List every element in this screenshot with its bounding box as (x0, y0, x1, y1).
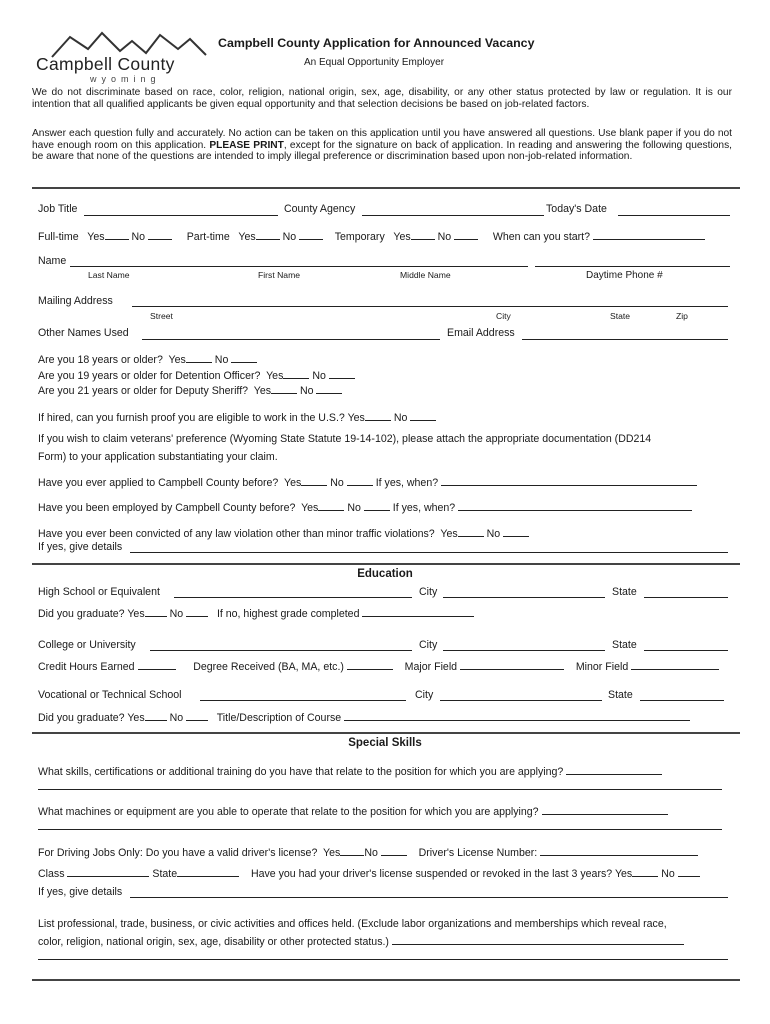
last-name-caption: Last Name (88, 270, 130, 280)
divider (32, 187, 740, 189)
applied-no-field[interactable] (347, 475, 373, 486)
convicted-no-field[interactable] (503, 526, 529, 537)
age-18-yes-field[interactable] (186, 352, 212, 363)
other-names-field[interactable] (142, 339, 440, 340)
logo-name: Campbell County (36, 54, 175, 74)
course-title-field[interactable] (344, 710, 690, 721)
intro-paragraph-2: Answer each question fully and accurately. No action can be taken on this application until you have answered all questions. Use blank paper if you do not have enough room on this application. PLEASE PRINT, except for the signature on back of application. In reading and answering the following questions, be aware that none of the questions are intended to imply illegal preference or discrimination based upon non-job-related information. (32, 128, 732, 163)
hs-graduate-question: Did you graduate? Yes No If no, highest grade completed (38, 606, 474, 620)
applied-question: Have you ever applied to Campbell County before? Yes No If yes, when? (38, 475, 697, 489)
vocational-label: Vocational or Technical School (38, 689, 182, 701)
start-date-field[interactable] (593, 229, 705, 240)
college-state-field[interactable] (644, 650, 728, 651)
driving-question: For Driving Jobs Only: Do you have a valid driver's license? Yes No Driver's License Number: (38, 845, 698, 859)
applied-yes-field[interactable] (301, 475, 327, 486)
activities-line-1: List professional, trade, business, or civic activities and offices held. (Exclude labor organizations and memberships which reveal race, (38, 918, 667, 930)
high-school-state-label: State (612, 586, 637, 598)
employed-when-field[interactable] (458, 500, 692, 511)
suspended-details-field[interactable] (130, 897, 728, 898)
voc-graduate-yes-field[interactable] (145, 710, 167, 721)
age-18-question: Are you 18 years or older? Yes No (38, 352, 257, 366)
high-school-city-field[interactable] (443, 597, 605, 598)
voc-graduate-no-field[interactable] (186, 710, 208, 721)
temporary-yes-field[interactable] (411, 229, 435, 240)
fulltime-no-field[interactable] (148, 229, 172, 240)
vocational-field[interactable] (200, 700, 406, 701)
vocational-state-label: State (608, 689, 633, 701)
machines-question: What machines or equipment are you able to operate that relate to the position for which you are applying? (38, 804, 668, 818)
highest-grade-field[interactable] (362, 606, 474, 617)
employed-yes-field[interactable] (318, 500, 344, 511)
email-field[interactable] (522, 339, 728, 340)
age-21-no-field[interactable] (316, 383, 342, 394)
hs-graduate-no-field[interactable] (186, 606, 208, 617)
suspended-details-label: If yes, give details (38, 886, 123, 898)
employed-no-field[interactable] (364, 500, 390, 511)
license-number-field[interactable] (540, 845, 698, 856)
divider (32, 979, 740, 981)
veterans-line-1: If you wish to claim veterans' preference (Wyoming State Statute 19-14-102), please attach the appropriate documentation (DD214 (38, 433, 652, 445)
middle-name-caption: Middle Name (400, 270, 451, 280)
zip-caption: Zip (676, 311, 688, 321)
age-21-yes-field[interactable] (271, 383, 297, 394)
machines-answer-field[interactable] (542, 804, 668, 815)
city-caption: City (496, 311, 511, 321)
activities-line-2: color, religion, national origin, sex, age, disability or other protected status.) (38, 934, 684, 948)
minor-field[interactable] (631, 659, 719, 670)
intro-paragraph-1: We do not discriminate based on race, color, religion, national origin, sex, age, disability, or any other status protected by law or regulation. It is our intention that all qualified applicants be given equal opportunity and that selection decisions be based on job-related factors. (32, 87, 732, 110)
education-heading: Education (357, 568, 413, 580)
todays-date-label: Today's Date (546, 203, 607, 215)
voc-graduate-question: Did you graduate? Yes No Title/Description of Course (38, 710, 690, 724)
college-label: College or University (38, 639, 136, 651)
vocational-city-field[interactable] (440, 700, 602, 701)
state-caption: State (610, 311, 631, 321)
county-agency-label: County Agency (284, 203, 356, 215)
temporary-no-field[interactable] (454, 229, 478, 240)
name-field[interactable] (70, 266, 528, 267)
suspended-no-field[interactable] (678, 866, 700, 877)
license-state-field[interactable] (177, 866, 239, 877)
employed-question: Have you been employed by Campbell County before? Yes No If yes, when? (38, 500, 692, 514)
credit-hours-row: Credit Hours Earned Degree Received (BA, MA, etc.) Major Field Minor Field (38, 659, 719, 673)
divider (32, 732, 740, 734)
email-label: Email Address (447, 327, 515, 339)
suspended-yes-field[interactable] (632, 866, 658, 877)
page-subtitle: An Equal Opportunity Employer (304, 57, 445, 68)
employment-type-row: Full-time Yes No Part-time Yes No Temporary Yes No When can you start? (38, 229, 705, 243)
job-title-label: Job Title (38, 203, 78, 215)
proof-no-field[interactable] (410, 410, 436, 421)
high-school-state-field[interactable] (644, 597, 728, 598)
convicted-details-label: If yes, give details (38, 541, 123, 553)
logo-sub: wyoming (90, 74, 161, 84)
mailing-address-label: Mailing Address (38, 295, 113, 307)
other-names-label: Other Names Used (38, 327, 129, 339)
parttime-no-field[interactable] (299, 229, 323, 240)
first-name-caption: First Name (258, 270, 301, 280)
college-state-label: State (612, 639, 637, 651)
name-label: Name (38, 255, 67, 267)
mailing-address-field[interactable] (132, 306, 728, 307)
convicted-yes-field[interactable] (458, 526, 484, 537)
activities-answer-field[interactable] (392, 934, 684, 945)
convicted-question: Have you ever been convicted of any law violation other than minor traffic violations? Yes No (38, 526, 529, 540)
age-19-yes-field[interactable] (283, 368, 309, 379)
license-class-field[interactable] (67, 866, 149, 877)
daytime-phone-caption: Daytime Phone # (586, 270, 663, 281)
high-school-field[interactable] (174, 597, 412, 598)
fulltime-yes-field[interactable] (105, 229, 129, 240)
machines-answer-line-2[interactable] (38, 829, 722, 830)
high-school-city-label: City (419, 586, 438, 598)
activities-answer-line-2[interactable] (38, 959, 728, 960)
age-21-question: Are you 21 years or older for Deputy Sheriff? Yes No (38, 383, 342, 397)
job-title-field[interactable] (84, 215, 278, 216)
applied-when-field[interactable] (441, 475, 697, 486)
veterans-line-2: Form) to your application substantiating your claim. (38, 451, 278, 463)
credit-hours-field[interactable] (138, 659, 176, 670)
license-class-row: Class State Have you had your driver's license suspended or revoked in the last 3 years? Yes No (38, 866, 700, 880)
license-no-field[interactable] (381, 845, 407, 856)
proof-yes-field[interactable] (365, 410, 391, 421)
license-yes-field[interactable] (340, 845, 364, 856)
college-city-label: City (419, 639, 438, 651)
street-caption: Street (150, 311, 173, 321)
skills-answer-field[interactable] (566, 764, 662, 775)
high-school-label: High School or Equivalent (38, 586, 160, 598)
convicted-details-field[interactable] (130, 552, 728, 553)
special-skills-heading: Special Skills (348, 737, 422, 749)
hs-graduate-yes-field[interactable] (145, 606, 167, 617)
age-19-question: Are you 19 years or older for Detention Officer? Yes No (38, 368, 355, 382)
proof-question: If hired, can you furnish proof you are eligible to work in the U.S.? Yes No (38, 410, 436, 424)
skills-question: What skills, certifications or additional training do you have that relate to the position for which you are applying? (38, 764, 662, 778)
divider (32, 563, 740, 565)
college-city-field[interactable] (443, 650, 605, 651)
college-field[interactable] (150, 650, 412, 651)
parttime-yes-field[interactable] (256, 229, 280, 240)
page-title: Campbell County Application for Announced Vacancy (218, 36, 535, 50)
vocational-state-field[interactable] (640, 700, 724, 701)
age-18-no-field[interactable] (231, 352, 257, 363)
age-19-no-field[interactable] (329, 368, 355, 379)
vocational-city-label: City (415, 689, 434, 701)
todays-date-field[interactable] (618, 215, 730, 216)
degree-field[interactable] (347, 659, 393, 670)
daytime-phone-field[interactable] (535, 266, 730, 267)
county-agency-field[interactable] (362, 215, 544, 216)
skills-answer-line-2[interactable] (38, 789, 722, 790)
major-field[interactable] (460, 659, 564, 670)
